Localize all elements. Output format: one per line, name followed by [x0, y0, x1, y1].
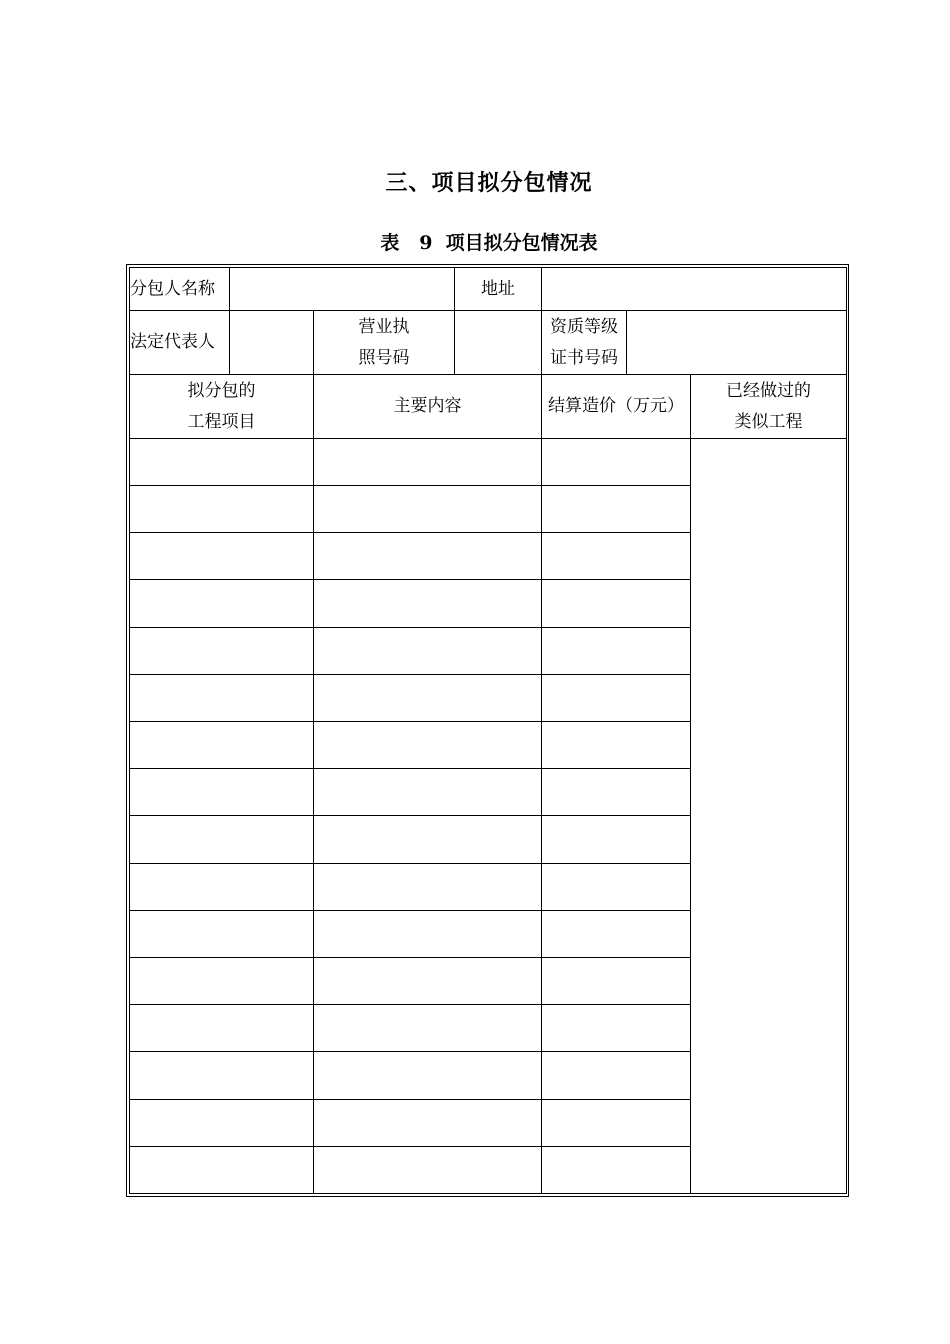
price-cell[interactable] [542, 863, 691, 910]
project-cell[interactable] [130, 438, 314, 485]
content-cell[interactable] [314, 957, 542, 1004]
header-project [130, 375, 314, 438]
project-cell[interactable] [130, 580, 314, 627]
price-cell[interactable] [542, 533, 691, 580]
project-cell[interactable] [130, 1052, 314, 1099]
subcontractor-name-label: 分包人名称 [130, 268, 230, 311]
subcontract-table [129, 267, 847, 1194]
caption-prefix: 表 [380, 232, 400, 254]
header-price: 结算造价（万元） [542, 375, 691, 438]
content-cell[interactable] [314, 674, 542, 721]
content-cell[interactable] [314, 816, 542, 863]
qualification-label-line2: 证书号码 [550, 347, 618, 368]
price-cell[interactable] [542, 957, 691, 1004]
price-cell[interactable] [542, 580, 691, 627]
header-similar-line1: 已经做过的 [726, 380, 811, 401]
price-cell[interactable] [542, 438, 691, 485]
row-legal-representative [130, 311, 847, 375]
price-cell[interactable] [542, 910, 691, 957]
project-cell[interactable] [130, 674, 314, 721]
header-content: 主要内容 [314, 375, 542, 438]
qualification-label-line1: 资质等级 [550, 316, 618, 337]
content-cell[interactable] [314, 863, 542, 910]
header-similar [691, 375, 847, 438]
content-cell[interactable] [314, 1005, 542, 1052]
project-cell[interactable] [130, 1005, 314, 1052]
row-subcontractor-name [130, 268, 847, 311]
header-similar-line2: 类似工程 [734, 411, 803, 432]
price-cell[interactable] [542, 1146, 691, 1193]
content-cell[interactable] [314, 1052, 542, 1099]
business-license-label [314, 311, 455, 375]
legal-rep-field[interactable] [230, 311, 314, 375]
content-cell[interactable] [314, 438, 542, 485]
project-cell[interactable] [130, 1099, 314, 1146]
price-cell[interactable] [542, 1099, 691, 1146]
table-row [130, 438, 847, 485]
content-cell[interactable] [314, 627, 542, 674]
price-cell[interactable] [542, 769, 691, 816]
project-cell[interactable] [130, 721, 314, 768]
row-column-headers [130, 375, 847, 438]
qualification-field[interactable] [627, 311, 847, 375]
project-cell[interactable] [130, 910, 314, 957]
subcontract-table-wrapper [129, 267, 846, 1194]
project-cell[interactable] [130, 957, 314, 1004]
business-license-label-line2: 照号码 [358, 347, 410, 368]
caption-number: 9 [419, 232, 433, 254]
subcontractor-name-field[interactable] [230, 268, 455, 311]
similar-projects-cell[interactable] [691, 438, 847, 1193]
price-cell[interactable] [542, 1052, 691, 1099]
price-cell[interactable] [542, 816, 691, 863]
project-cell[interactable] [130, 485, 314, 532]
project-cell[interactable] [130, 769, 314, 816]
content-cell[interactable] [314, 533, 542, 580]
header-project-line1: 拟分包的 [187, 380, 256, 401]
price-cell[interactable] [542, 627, 691, 674]
project-cell[interactable] [130, 533, 314, 580]
project-cell[interactable] [130, 816, 314, 863]
content-cell[interactable] [314, 910, 542, 957]
qualification-label [542, 311, 627, 375]
address-label: 地址 [455, 268, 542, 311]
content-cell[interactable] [314, 1099, 542, 1146]
project-cell[interactable] [130, 863, 314, 910]
caption-title: 项目拟分包情况表 [445, 232, 598, 254]
legal-rep-label: 法定代表人 [130, 311, 230, 375]
table-caption [0, 228, 950, 255]
business-license-field[interactable] [455, 311, 542, 375]
content-cell[interactable] [314, 721, 542, 768]
price-cell[interactable] [542, 674, 691, 721]
price-cell[interactable] [542, 1005, 691, 1052]
header-project-line2: 工程项目 [187, 411, 256, 432]
project-cell[interactable] [130, 627, 314, 674]
price-cell[interactable] [542, 485, 691, 532]
address-field[interactable] [542, 268, 847, 311]
content-cell[interactable] [314, 485, 542, 532]
project-cell[interactable] [130, 1146, 314, 1193]
content-cell[interactable] [314, 769, 542, 816]
content-cell[interactable] [314, 580, 542, 627]
price-cell[interactable] [542, 721, 691, 768]
content-cell[interactable] [314, 1146, 542, 1193]
section-title: 三、项目拟分包情况 [385, 170, 593, 196]
business-license-label-line1: 营业执 [358, 316, 410, 337]
